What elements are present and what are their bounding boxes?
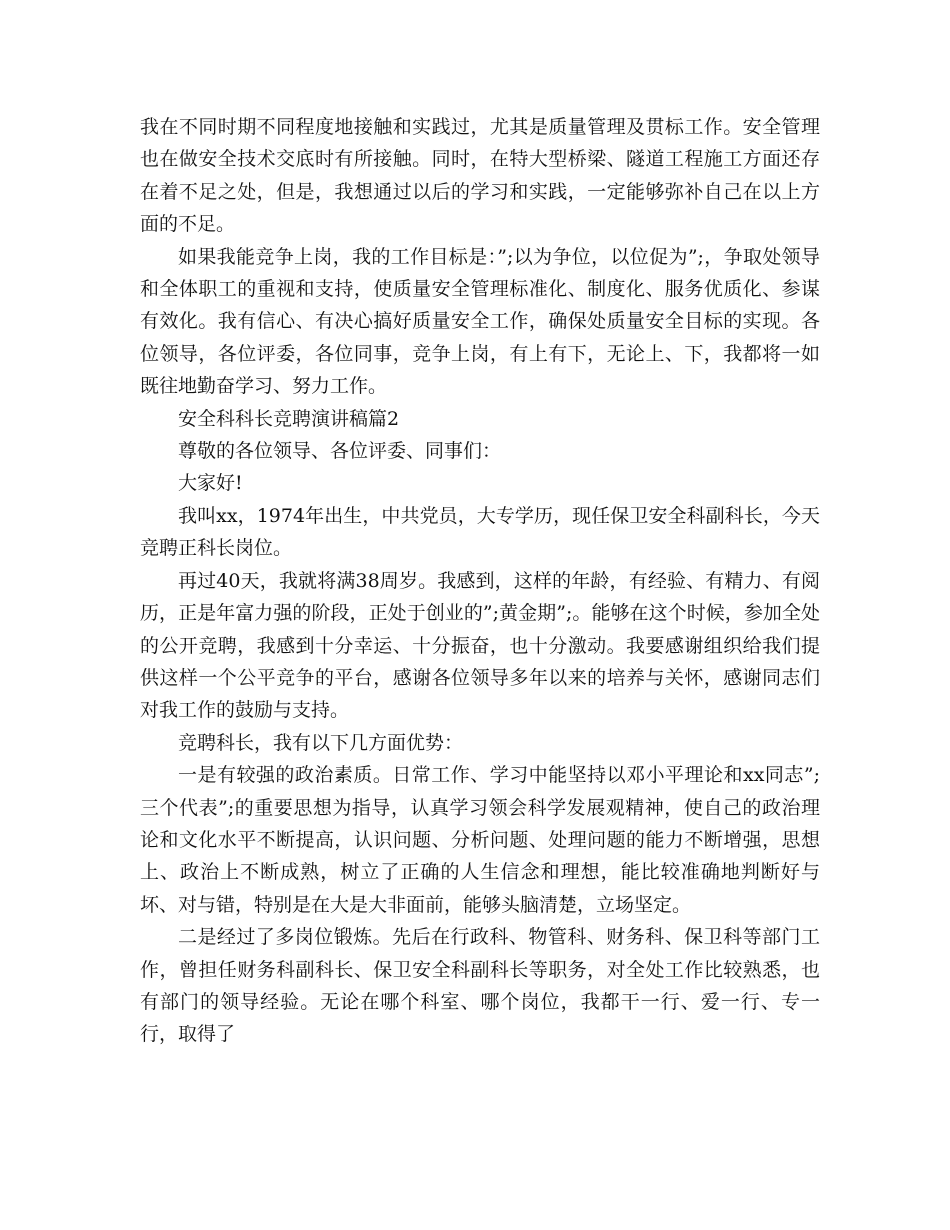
section-heading: 安全科科长竞聘演讲稿篇2	[178, 407, 400, 430]
paragraph-2: 如果我能竞争上岗，我的工作目标是：”;以为争位，以位促为”;，争取处领导和全体职工的重视和支持，使质量安全管理标准化、制度化、服务优质化、参谋有效化。我有信心、有决心搞好质量安全工作，确保处质量安全目标的实现。各位领导，各位评委，各位同事，竞争上岗，有上有下，无论上、下，我都将一如既往地勤奋学习、努力工作。	[140, 245, 820, 398]
document-body	[140, 111, 820, 1051]
paragraph-advantages-intro: 竞聘科长，我有以下几方面优势：	[178, 731, 464, 754]
salutation: 尊敬的各位领导、各位评委、同事们：	[178, 440, 502, 463]
paragraph-age: 再过40天，我就将满38周岁。我感到，这样的年龄，有经验、有精力、有阅历，正是年富力强的阶段，正处于创业的”;黄金期”;。能够在这个时候，参加全处的公开竞聘，我感到十分幸运、十分振奋，也十分激动。我要感谢组织给我们提供这样一个公平竞争的平台，感谢各位领导多年以来的培养与关怀，感谢同志们对我工作的鼓励与支持。	[140, 569, 820, 722]
paragraph-1: 我在不同时期不同程度地接触和实践过，尤其是质量管理及贯标工作。安全管理也在做安全技术交底时有所接触。同时，在特大型桥梁、隧道工程施工方面还存在着不足之处，但是，我想通过以后的学习和实践，一定能够弥补自己在以上方面的不足。	[140, 116, 820, 236]
paragraph-advantage-2: 二是经过了多岗位锻炼。先后在行政科、物管科、财务科、保卫科等部门工作，曾担任财务科副科长、保卫安全科副科长等职务，对全处工作比较熟悉，也有部门的领导经验。无论在哪个科室、哪个岗位，我都干一行、爱一行、专一行，取得了	[140, 926, 820, 1046]
paragraph-advantage-1: 一是有较强的政治素质。日常工作、学习中能坚持以邓小平理论和xx同志”;三个代表”;的重要思想为指导，认真学习领会科学发展观精神，使自己的政治理论和文化水平不断提高，认识问题、分析问题、处理问题的能力不断增强，思想上、政治上不断成熟，树立了正确的人生信念和理想，能比较准确地判断好与坏、对与错，特别是在大是大非面前，能够头脑清楚，立场坚定。	[140, 764, 820, 916]
greeting: 大家好!	[178, 472, 243, 495]
paragraph-introduction: 我叫xx，1974年出生，中共党员，大专学历，现任保卫安全科副科长，今天竞聘正科长岗位。	[140, 504, 820, 560]
